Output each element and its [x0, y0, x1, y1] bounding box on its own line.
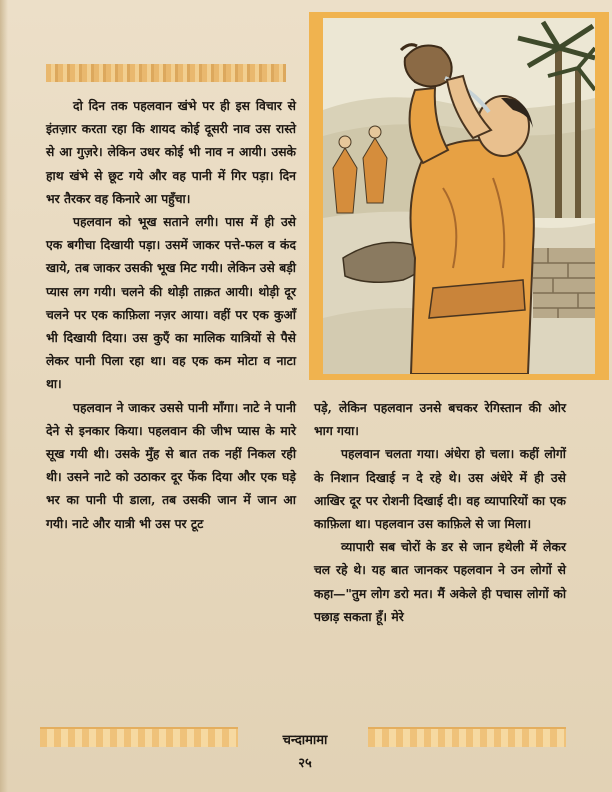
page-number: २५: [298, 756, 312, 771]
paragraph: दो दिन तक पहलवान खंभे पर ही इस विचार से इंतज़ार करता रहा कि शायद कोई दूसरी नाव उस रास्ते से आ गुज़रे। लेकिन उधर कोई भी नाव न आयी। उसके हाथ खंभे से छूट गये और वह पानी में गिर पड़ा। दिन भर तैरकर वह किनारे आ पहुँचा।: [46, 98, 296, 206]
paragraph: पड़े, लेकिन पहलवान उनसे बचकर रेगिस्तान की ओर भाग गया।: [314, 400, 566, 439]
page-binding-shadow: [0, 0, 8, 792]
bottom-decorative-border-left: [40, 727, 238, 747]
paragraph: पहलवान चलता गया। अंधेरा हो चला। कहीं लोगों के निशान दिखाई न दे रहे थे। उस अंधेरे में ही उसे आखिर दूर पर रोशनी दिखाई दी। वह व्यापारियों का एक काफ़िला था। पहलवान उस काफ़िले से जा मिला।: [314, 446, 566, 532]
magazine-name: चन्दामामा: [282, 733, 328, 748]
paragraph: पहलवान ने जाकर उससे पानी माँगा। नाटे ने पानी देने से इनकार किया। पहलवान की जीभ प्यास के मारे सूख गयी थी। उसके मुँह से बात तक नहीं निकल रही थी। उसने नाटे को उठाकर दूर फेंक दिया और एक घड़े भर का पानी पी डाला, तब उसकी जान में जान आ गयी। नाटे और यात्री भी उस पर टूट: [46, 399, 296, 531]
right-text-column: [314, 396, 566, 628]
story-illustration: [309, 12, 609, 380]
paragraph: पहलवान को भूख सताने लगी। पास में ही उसे एक बगीचा दिखायी पड़ा। उसमें जाकर पत्ते-फल व कंद खाये, तब जाकर उसकी भूख मिट गयी। लेकिन उसे बड़ी प्यास लग गयी। चलने की थोड़ी ताक़त आयी। थोड़ी दूर चलने पर एक काफ़िला नज़र आया। वहीं पर एक कुआँ भी दिखायी दिया। उस कुएँ का मालिक यात्रियों से पैसे लेकर पानी पिला रहा था। वह एक कम मोटा व नाटा था।: [46, 214, 296, 392]
left-text-column: [46, 94, 296, 535]
paragraph: व्यापारी सब चोरों के डर से जान हथेली में लेकर चल रहे थे। यह बात जानकर पहलवान ने उन लोगों से कहा—"तुम लोग डरो मत। मैं अकेले ही पचास लोगों को पछाड़ सकता हूँ। मेरे: [314, 539, 566, 624]
wrestler-drinking-illustration: [323, 18, 595, 374]
bottom-decorative-border-right: [368, 727, 566, 747]
top-decorative-border: [46, 64, 286, 82]
